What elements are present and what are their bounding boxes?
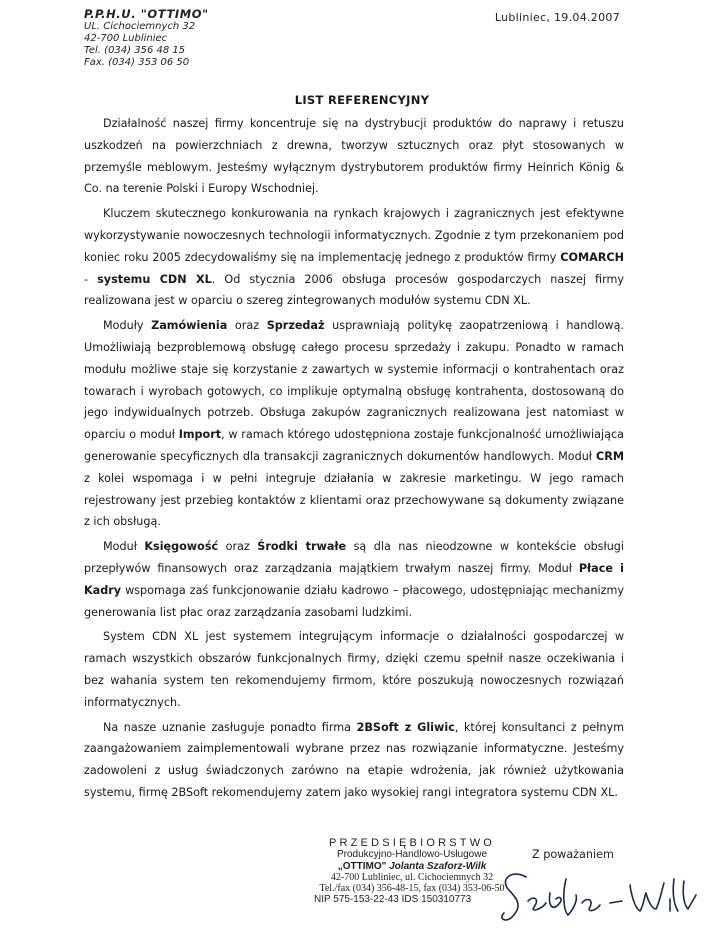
signature-stroke-w	[630, 883, 664, 911]
signature-stroke-dash	[610, 901, 622, 903]
handwritten-signature	[498, 865, 698, 931]
sender-city: 42-700 Lubliniec	[84, 33, 168, 44]
sender-company: P.P.H.U. "OTTIMO"	[84, 7, 209, 21]
text-run: -	[84, 272, 98, 286]
sender-fax: Fax. (034) 353 06 50	[84, 57, 190, 68]
stamp-ids: NIP 575-153-22-43 IDS 150310773	[314, 894, 472, 906]
paragraph	[84, 315, 624, 533]
paragraph	[84, 626, 624, 713]
bold-term: Księgowość	[144, 540, 219, 554]
stamp-type: Produkcyjno-Handlowo-Usługowe	[336, 849, 488, 861]
paragraph	[84, 536, 624, 623]
text-run: Na nasze uznanie zasługuje ponadto firma	[103, 720, 357, 734]
bold-term: CRM	[596, 449, 624, 463]
text-run: , której konsultanci z pełnym zaangażowaniem zaimplementowali wybrane przez nas rozwiązanie informatyczne. Jesteśmy zadowoleni z usług świadczonych zarówno na etapie wdrożenia, jak również użytkowania systemu, firmę 2BSoft rekomendujemy zatem jako wysokiej rangi integratora systemu CDN XL.	[84, 720, 624, 799]
bold-term: systemu CDN XL	[97, 272, 212, 286]
text-run: są dla nas nieodzowne w kontekście obsługi przepływów finansowych oraz zarządzania majątkiem trwałym naszej firmy. Moduł	[84, 540, 624, 575]
paragraph	[84, 113, 624, 200]
bold-term: Sprzedaż	[266, 319, 325, 333]
bold-term: Środki trwałe	[257, 540, 347, 554]
text-run: oraz	[218, 540, 258, 554]
sender-block	[84, 8, 209, 69]
sender-phone: Tel. (034) 356 48 15	[84, 45, 186, 56]
stamp-heading: PRZEDSIĘBIORSTWO	[328, 837, 496, 849]
stamp-name-bold: „OTTIMO"	[337, 860, 387, 872]
company-stamp	[312, 838, 512, 906]
signature-stroke-s	[502, 874, 526, 920]
place-date: Lubliniec, 19.04.2007	[494, 11, 620, 24]
text-run: . Od stycznia 2006 obsługa procesów gospodarczych naszej firmy realizowana jest w oparciu o szereg zintegrowanych modułów systemu CDN XL.	[84, 272, 624, 308]
signature-stroke-zafor	[528, 879, 600, 915]
text-run: Moduł	[103, 540, 145, 554]
text-run: Działalność naszej firmy koncentruje się na dystrybucji produktów do naprawy i retuszu uszkodzeń na powierzchniach z drewna, tworzyw sztucznych oraz płyt stosowanych w przemyśle meblowym. Jesteśmy wyłącznym dystrybutorem produktów firmy Heinrich König & Co. na terenie Polski i Europy Wschodniej.	[84, 117, 624, 196]
letter-body	[84, 113, 624, 807]
bold-term: 2BSoft z Gliwic	[356, 720, 455, 734]
paragraph	[84, 717, 624, 804]
text-run: wspomaga zaś funkcjonowanie działu kadrowo – płacowego, udostępniając mechanizmy generowania list płac oraz zarządzania zasobami ludzkimi.	[84, 583, 624, 619]
bold-term: COMARCH	[560, 250, 624, 264]
stamp-name	[312, 861, 512, 872]
paragraph	[84, 203, 624, 312]
text-run: , w ramach którego udostępniona zostaje funkcjonalność umożliwiająca generowanie specyficznych dla transakcji zagranicznych dokumentów handlowych. Moduł	[84, 428, 624, 463]
sender-street: UL. Cichociemnych 32	[84, 21, 196, 32]
text-run: Kluczem skutecznego konkurowania na rynkach krajowych i zagranicznych jest efektywne wykorzystywanie nowoczesnych technologii informatycznych. Zgodnie z tym przekonaniem pod koniec roku 2005 zdecydowaliśmy się na implementację jednego z produktów firmy	[84, 207, 624, 264]
closing-phrase: Z poważaniem	[532, 848, 614, 861]
signature-stroke-ilk	[670, 879, 696, 911]
text-run: z kolei wspomaga i w pełni integruje działania w zakresie marketingu. W jego ramach rejestrowany jest przebieg kontaktów z klientami oraz przechowywane są dokumenty związane z ich obsługą.	[84, 471, 624, 529]
bold-term: Import	[178, 428, 222, 442]
text-run: Moduły	[103, 319, 152, 333]
stamp-contact: Tel./fax (034) 356-48-15, fax (034) 353-06-50	[319, 883, 505, 895]
text-run: System CDN XL jest systemem integrującym informacje o działalności gospodarczej w ramach wszystkich obszarów funkcjonalnych firmy, dzięki czemu spełnił nasze oczekiwania i bez wahania system ten rekomendujemy firmom, które poszukują nowoczesnych rozwiązań informatycznych.	[84, 630, 624, 709]
text-run: oraz	[227, 319, 267, 333]
bold-term: Płace i Kadry	[84, 561, 624, 597]
text-run: usprawniają politykę zaopatrzeniową i handlową. Umożliwiają bezproblemową obsługę całego procesu sprzedaży i zakupu. Ponadto w ramach modułu możliwe staje się korzystanie z zawartych w systemie informacji o kontrahentach oraz towarach i wyrobach gotowych, co implikuje optymalną obsługę kontrahenta, dostosowaną do jego indywidualnych potrzeb. Obsługa zakupów zagranicznych realizowana jest natomiast w oparciu o moduł	[84, 319, 624, 442]
letter-title: LIST REFERENCYJNY	[294, 93, 430, 107]
bold-term: Zamówienia	[151, 319, 228, 333]
stamp-name-rest: Jolanta Szaforz-Wilk	[386, 860, 487, 872]
stamp-address: 42-700 Lubliniec, ul. Cichociemnych 32	[330, 871, 494, 883]
